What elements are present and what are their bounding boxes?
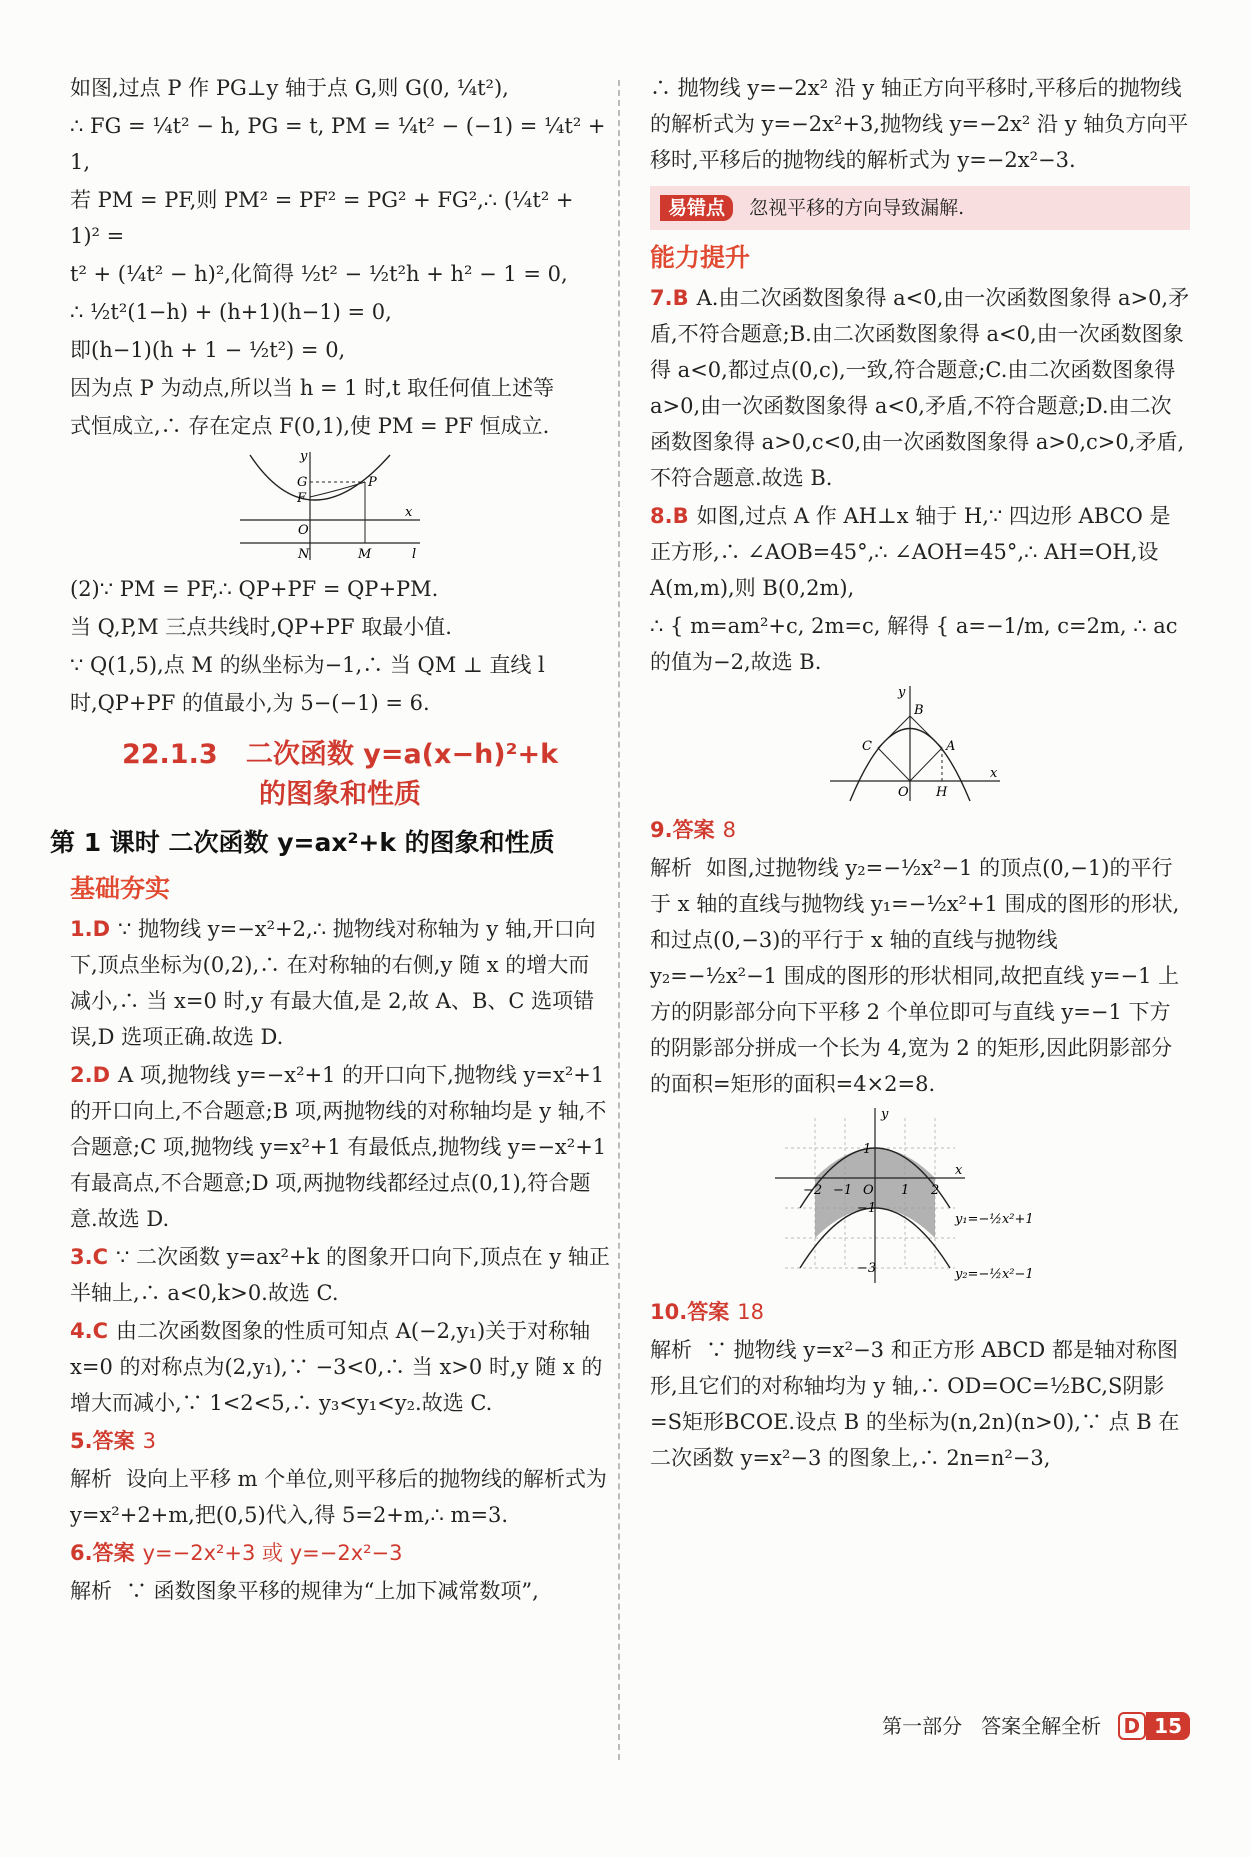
question-10-analysis bbox=[650, 1332, 1190, 1476]
text-line: 式恒成立,∴ 存在定点 F(0,1),使 PM = PF 恒成立. bbox=[70, 414, 550, 438]
question-number: 8.B bbox=[650, 504, 689, 528]
question-5 bbox=[70, 1423, 610, 1459]
fig2-label-h: H bbox=[936, 785, 948, 800]
fig1-label-l: l bbox=[412, 547, 417, 562]
text-line: 若 PM = PF,则 PM² = PF² = PG² + FG²,∴ (¼t² + 1)² = bbox=[70, 188, 574, 248]
question-number: 6.答案 bbox=[70, 1541, 135, 1565]
text-line: 因为点 P 为动点,所以当 h = 1 时,t 取任何值上述等 bbox=[70, 376, 555, 400]
question-8 bbox=[650, 498, 1190, 606]
text-line: ∴ ½t²(1−h) + (h+1)(h−1) = 0, bbox=[70, 300, 392, 324]
fig3-label-y1-eq: y₁=−½x²+1 bbox=[955, 1212, 1034, 1227]
fig3-label-neg2: −2 bbox=[803, 1183, 823, 1198]
fig1-label-y: y bbox=[300, 450, 308, 464]
common-mistake-tag: 易错点 bbox=[660, 195, 733, 221]
question-7 bbox=[650, 280, 1190, 496]
question-6-analysis bbox=[70, 1573, 610, 1609]
question-number: 9.答案 bbox=[650, 818, 715, 842]
shaded-area-figure bbox=[775, 1108, 1065, 1288]
question-text: ∵ 抛物线 y=−x²+2,∴ 抛物线对称轴为 y 轴,开口向下,顶点坐标为(0,2),∴ 在对称轴的右侧,y 随 x 的增大而减小,∴ 当 x=0 时,y 有最大值,是 2,故 A、B、C 选项错误,D 选项正确.故选 D. bbox=[70, 917, 596, 1049]
fig2-label-c: C bbox=[862, 739, 872, 754]
question-text: 如图,过点 A 作 AH⊥x 轴于 H,∵ 四边形 ABCO 是正方形,∴ ∠AOB=45°,∴ ∠AOH=45°,∴ AH=OH,设 A(m,m),则 B(0,2m), bbox=[650, 504, 1171, 600]
fig1-label-x: x bbox=[405, 505, 413, 520]
footer-title: 答案全解全析 bbox=[981, 1714, 1102, 1738]
page-number: 15 bbox=[1146, 1712, 1190, 1740]
fig3-label-y2-eq: y₂=−½x²−1 bbox=[955, 1267, 1034, 1282]
question-text: 由二次函数图象的性质可知点 A(−2,y₁)关于对称轴 x=0 的对称点为(2,y₁),∵ −3<0,∴ 当 x>0 时,y 随 x 的增大而减小,∵ 1<2<5,∴ y₃<y₁<y₂.故选 C. bbox=[70, 1319, 603, 1415]
question-text: A.由二次函数图象得 a<0,由一次函数图象得 a>0,矛盾,不符合题意;B.由二次函数图象得 a<0,由一次函数图象得 a<0,都过点(0,c),一致,符合题意;C.由二次函数图象得 a>0,由一次函数图象得 a<0,矛盾,不符合题意;D.由二次函数图象得 a>0,c<0,由一次函数图象得 a>0,c>0,矛盾,不符合题意.故选 B. bbox=[650, 286, 1190, 490]
column-divider bbox=[618, 80, 620, 1760]
question-number: 2.D bbox=[70, 1063, 111, 1087]
text-line: (2)∵ PM = PF,∴ QP+PF = QP+PM. bbox=[70, 577, 439, 601]
text-block: ∴ 抛物线 y=−2x² 沿 y 轴正方向平移时,平移后的抛物线的解析式为 y=−2x²+3,抛物线 y=−2x² 沿 y 轴负方向平移时,平移后的抛物线的解析式为 y=−2x²−3. bbox=[650, 76, 1189, 172]
question-1 bbox=[70, 911, 610, 1055]
fig1-label-f: F bbox=[297, 491, 307, 506]
question-9-analysis bbox=[650, 850, 1190, 1102]
question-10 bbox=[650, 1294, 1190, 1330]
analysis-label: 解析 bbox=[650, 1338, 692, 1362]
text-line: ∵ Q(1,5),点 M 的纵坐标为−1,∴ 当 QM ⊥ 直线 l bbox=[70, 653, 545, 677]
fig2-label-o: O bbox=[898, 785, 909, 800]
answer-value: 18 bbox=[737, 1300, 764, 1324]
answer-value: 8 bbox=[722, 818, 736, 842]
square-parabola-figure bbox=[830, 686, 1010, 806]
question-number: 1.D bbox=[70, 917, 111, 941]
section-title-line-2: 的图象和性质 bbox=[259, 779, 421, 810]
common-mistake-text: 忽视平移的方向导致漏解. bbox=[749, 197, 965, 219]
fig3-label-2: 2 bbox=[931, 1183, 940, 1198]
footer-part: 第一部分 bbox=[882, 1714, 963, 1738]
page-footer bbox=[882, 1710, 1190, 1739]
analysis-text: ∵ 函数图象平移的规律为“上加下减常数项”, bbox=[126, 1579, 539, 1603]
text-line: 即(h−1)(h + 1 − ½t²) = 0, bbox=[70, 338, 346, 362]
question-4 bbox=[70, 1313, 610, 1421]
question-number: 7.B bbox=[650, 286, 689, 310]
question-number: 5.答案 bbox=[70, 1429, 135, 1453]
fig1-label-n: N bbox=[298, 547, 310, 562]
question-5-analysis bbox=[70, 1461, 610, 1533]
question-6 bbox=[70, 1535, 610, 1571]
fig3-label-y: y bbox=[881, 1108, 889, 1122]
question-number: 3.C bbox=[70, 1245, 109, 1269]
text-line: ∴ FG = ¼t² − h, PG = t, PM = ¼t² − (−1) = ¼t² + 1, bbox=[70, 114, 606, 174]
question-text: A 项,抛物线 y=−x²+1 的开口向下,抛物线 y=x²+1 的开口向上,不合题意;B 项,两抛物线的对称轴均是 y 轴,不合题意;C 项,抛物线 y=x²+1 有最低点,抛物线 y=−x²+1 有最高点,不合题意;D 项,两抛物线都经过点(0,1),符合题意.故选 D. bbox=[70, 1063, 607, 1231]
fig3-label-neg1: −1 bbox=[833, 1183, 853, 1198]
fig1-label-p: P bbox=[368, 475, 377, 490]
text-line: t² + (¼t² − h)²,化简得 ½t² − ½t²h + h² − 1 = 0, bbox=[70, 262, 568, 286]
right-column bbox=[650, 70, 1190, 1478]
answer-value: y=−2x²+3 或 y=−2x²−3 bbox=[142, 1541, 403, 1565]
answer-value: 3 bbox=[142, 1429, 156, 1453]
question-2 bbox=[70, 1057, 610, 1237]
question-number: 10.答案 bbox=[650, 1300, 730, 1324]
section-number: 22.1.3 bbox=[121, 739, 218, 770]
analysis-text: 如图,过抛物线 y₂=−½x²−1 的顶点(0,−1)的平行于 x 轴的直线与抛物线 y₁=−½x²+1 围成的图形的形状,和过点(0,−3)的平行于 x 轴的直线与抛物线 y₂=−½x²−1 围成的图形的形状相同,故把直线 y=−1 上方的阴影部分向下平移 2 个单位即可与直线 y=−1 下方的阴影部分拼成一个长为 4,宽为 2 的矩形,因此阴影部分的面积=矩形的面积=4×2=8. bbox=[650, 856, 1180, 1096]
fig2-label-a: A bbox=[946, 739, 956, 754]
fig2-label-b: B bbox=[914, 703, 924, 718]
lesson-title: 第 1 课时 二次函数 y=ax²+k 的图象和性质 bbox=[50, 828, 555, 857]
common-mistake-box bbox=[650, 186, 1190, 230]
analysis-label: 解析 bbox=[70, 1579, 112, 1603]
fig3-label-x: x bbox=[955, 1163, 963, 1178]
analysis-text: 设向上平移 m 个单位,则平移后的抛物线的解析式为 y=x²+2+m,把(0,5)代入,得 5=2+m,∴ m=3. bbox=[70, 1467, 607, 1527]
question-number: 4.C bbox=[70, 1319, 109, 1343]
text-line: 当 Q,P,M 三点共线时,QP+PF 取最小值. bbox=[70, 615, 452, 639]
left-column bbox=[50, 70, 610, 1611]
fig3-label-1: 1 bbox=[901, 1183, 910, 1198]
section-title bbox=[70, 735, 610, 815]
analysis-label: 解析 bbox=[650, 856, 692, 880]
fig2-label-x: x bbox=[990, 766, 998, 781]
fig1-label-m: M bbox=[358, 547, 372, 562]
fig2-label-y: y bbox=[898, 686, 906, 700]
fig3-label-yneg3: −3 bbox=[857, 1261, 877, 1276]
analysis-text: ∵ 抛物线 y=x²−3 和正方形 ABCD 都是轴对称图形,且它们的对称轴均为 y 轴,∴ OD=OC=½BC,S阴影=S矩形BCOE.设点 B 的坐标为(n,2n)(n>0),∵ 点 B 在二次函数 y=x²−3 的图象上,∴ 2n=n²−3, bbox=[650, 1338, 1180, 1470]
fig3-label-o: O bbox=[863, 1183, 874, 1198]
section-title-line-1: 二次函数 y=a(x−h)²+k bbox=[245, 739, 559, 770]
question-3 bbox=[70, 1239, 610, 1311]
question-8-system: ∴ { m=am²+c, 2m=c, 解得 { a=−1/m, c=2m, ∴ ac 的值为−2,故选 B. bbox=[650, 614, 1178, 674]
text-line: 如图,过点 P 作 PG⊥y 轴于点 G,则 G(0, ¼t²), bbox=[70, 76, 509, 100]
text-line: 时,QP+PF 的值最小,为 5−(−1) = 6. bbox=[70, 691, 430, 715]
parabola-figure-1 bbox=[240, 450, 440, 565]
question-text: ∵ 二次函数 y=ax²+k 的图象开口向下,顶点在 y 轴正半轴上,∴ a<0,k>0.故选 C. bbox=[70, 1245, 610, 1305]
footer-badge: D bbox=[1118, 1712, 1147, 1740]
fig3-label-yneg1: −1 bbox=[857, 1201, 877, 1216]
question-9 bbox=[650, 812, 1190, 848]
analysis-label: 解析 bbox=[70, 1467, 112, 1491]
basic-heading: 基础夯实 bbox=[70, 874, 171, 903]
ability-heading: 能力提升 bbox=[650, 243, 751, 272]
fig3-label-y1tick: 1 bbox=[863, 1142, 872, 1157]
fig1-label-o: O bbox=[298, 523, 309, 538]
fig1-label-g: G bbox=[297, 475, 308, 490]
